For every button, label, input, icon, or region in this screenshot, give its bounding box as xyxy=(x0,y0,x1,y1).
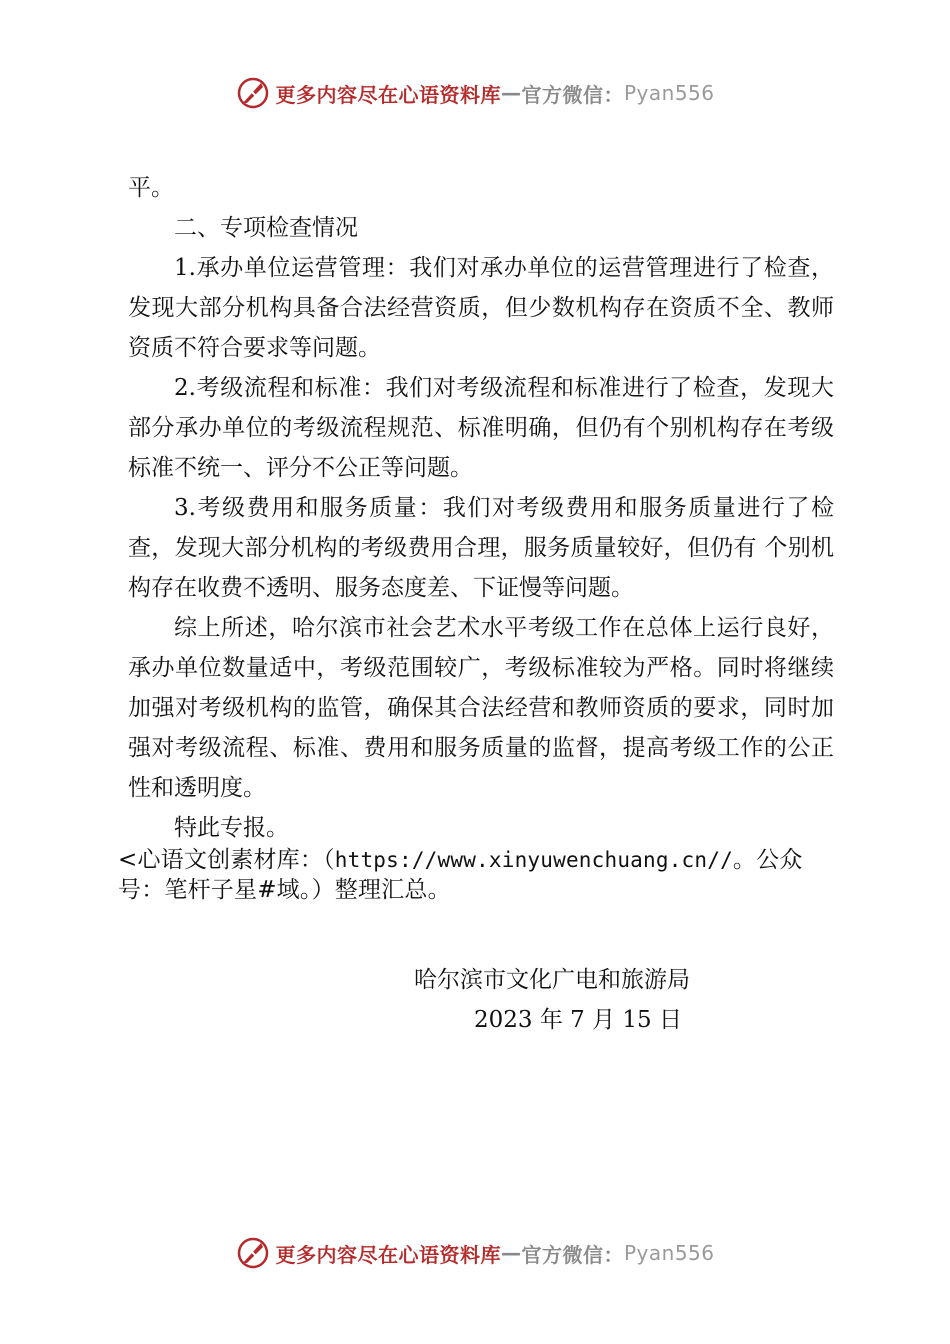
watermark-official: 官方微信： xyxy=(521,1242,624,1267)
quill-logo-icon xyxy=(235,75,271,111)
source-note-suffix: 。公众号：笔杆子星#域。）整理汇总。 xyxy=(118,847,803,903)
watermark-brand: 更多内容尽在心语资料库 xyxy=(275,1242,501,1267)
watermark-account: Pyan556 xyxy=(623,1241,715,1265)
watermark-official: 官方微信： xyxy=(521,82,624,107)
footer-watermark xyxy=(0,1233,950,1273)
source-url-link[interactable]: https://www.xinyuwenchuang.cn// xyxy=(334,848,733,872)
watermark-separator: — xyxy=(500,1241,522,1265)
quill-logo-icon xyxy=(235,1235,271,1271)
paragraph-fees: 3.考级费用和服务质量：我们对考级费用和服务质量进行了检查，发现大部分机构的考级费用合理，服务质量较好，但仍有 个别机构存在收费不透明、服务态度差、下证慢等问题。 xyxy=(128,495,834,601)
source-note xyxy=(118,845,838,905)
paragraph-summary: 综上所述，哈尔滨市社会艺术水平考级工作在总体上运行良好，承办单位数量适中，考级范围较广，考级标准较为严格。同时将继续加强对考级机构的监管，确保其合法经营和教师资质的要求，同时加强对考级流程、标准、费用和服务质量的监督，提高考级工作的公正性和透明度。 xyxy=(128,615,834,801)
section-heading: 二、专项检查情况 xyxy=(174,215,358,241)
paragraph-process: 2.考级流程和标准：我们对考级流程和标准进行了检查，发现大部分承办单位的考级流程规范、标准明确，但仍有个别机构存在考级标准不统一、评分不公正等问题。 xyxy=(128,375,834,481)
paragraph-closing: 特此专报。 xyxy=(174,815,289,841)
signature-organization: 哈尔滨市文化广电和旅游局 xyxy=(414,967,690,993)
header-watermark xyxy=(0,73,950,113)
signature-date: 2023 年 7 月 15 日 xyxy=(474,1007,682,1033)
signature-block xyxy=(410,960,770,1040)
paragraph-continuation: 平。 xyxy=(128,175,174,201)
watermark-separator: — xyxy=(500,81,522,105)
watermark-account: Pyan556 xyxy=(623,81,715,105)
watermark-brand: 更多内容尽在心语资料库 xyxy=(275,82,501,107)
paragraph-operations: 1.承办单位运营管理：我们对承办单位的运营管理进行了检查，发现大部分机构具备合法经营资质，但少数机构存在资质不全、教师资质不符合要求等问题。 xyxy=(128,255,834,361)
source-note-prefix: <心语文创素材库：（ xyxy=(118,847,335,873)
document-body xyxy=(128,168,834,848)
